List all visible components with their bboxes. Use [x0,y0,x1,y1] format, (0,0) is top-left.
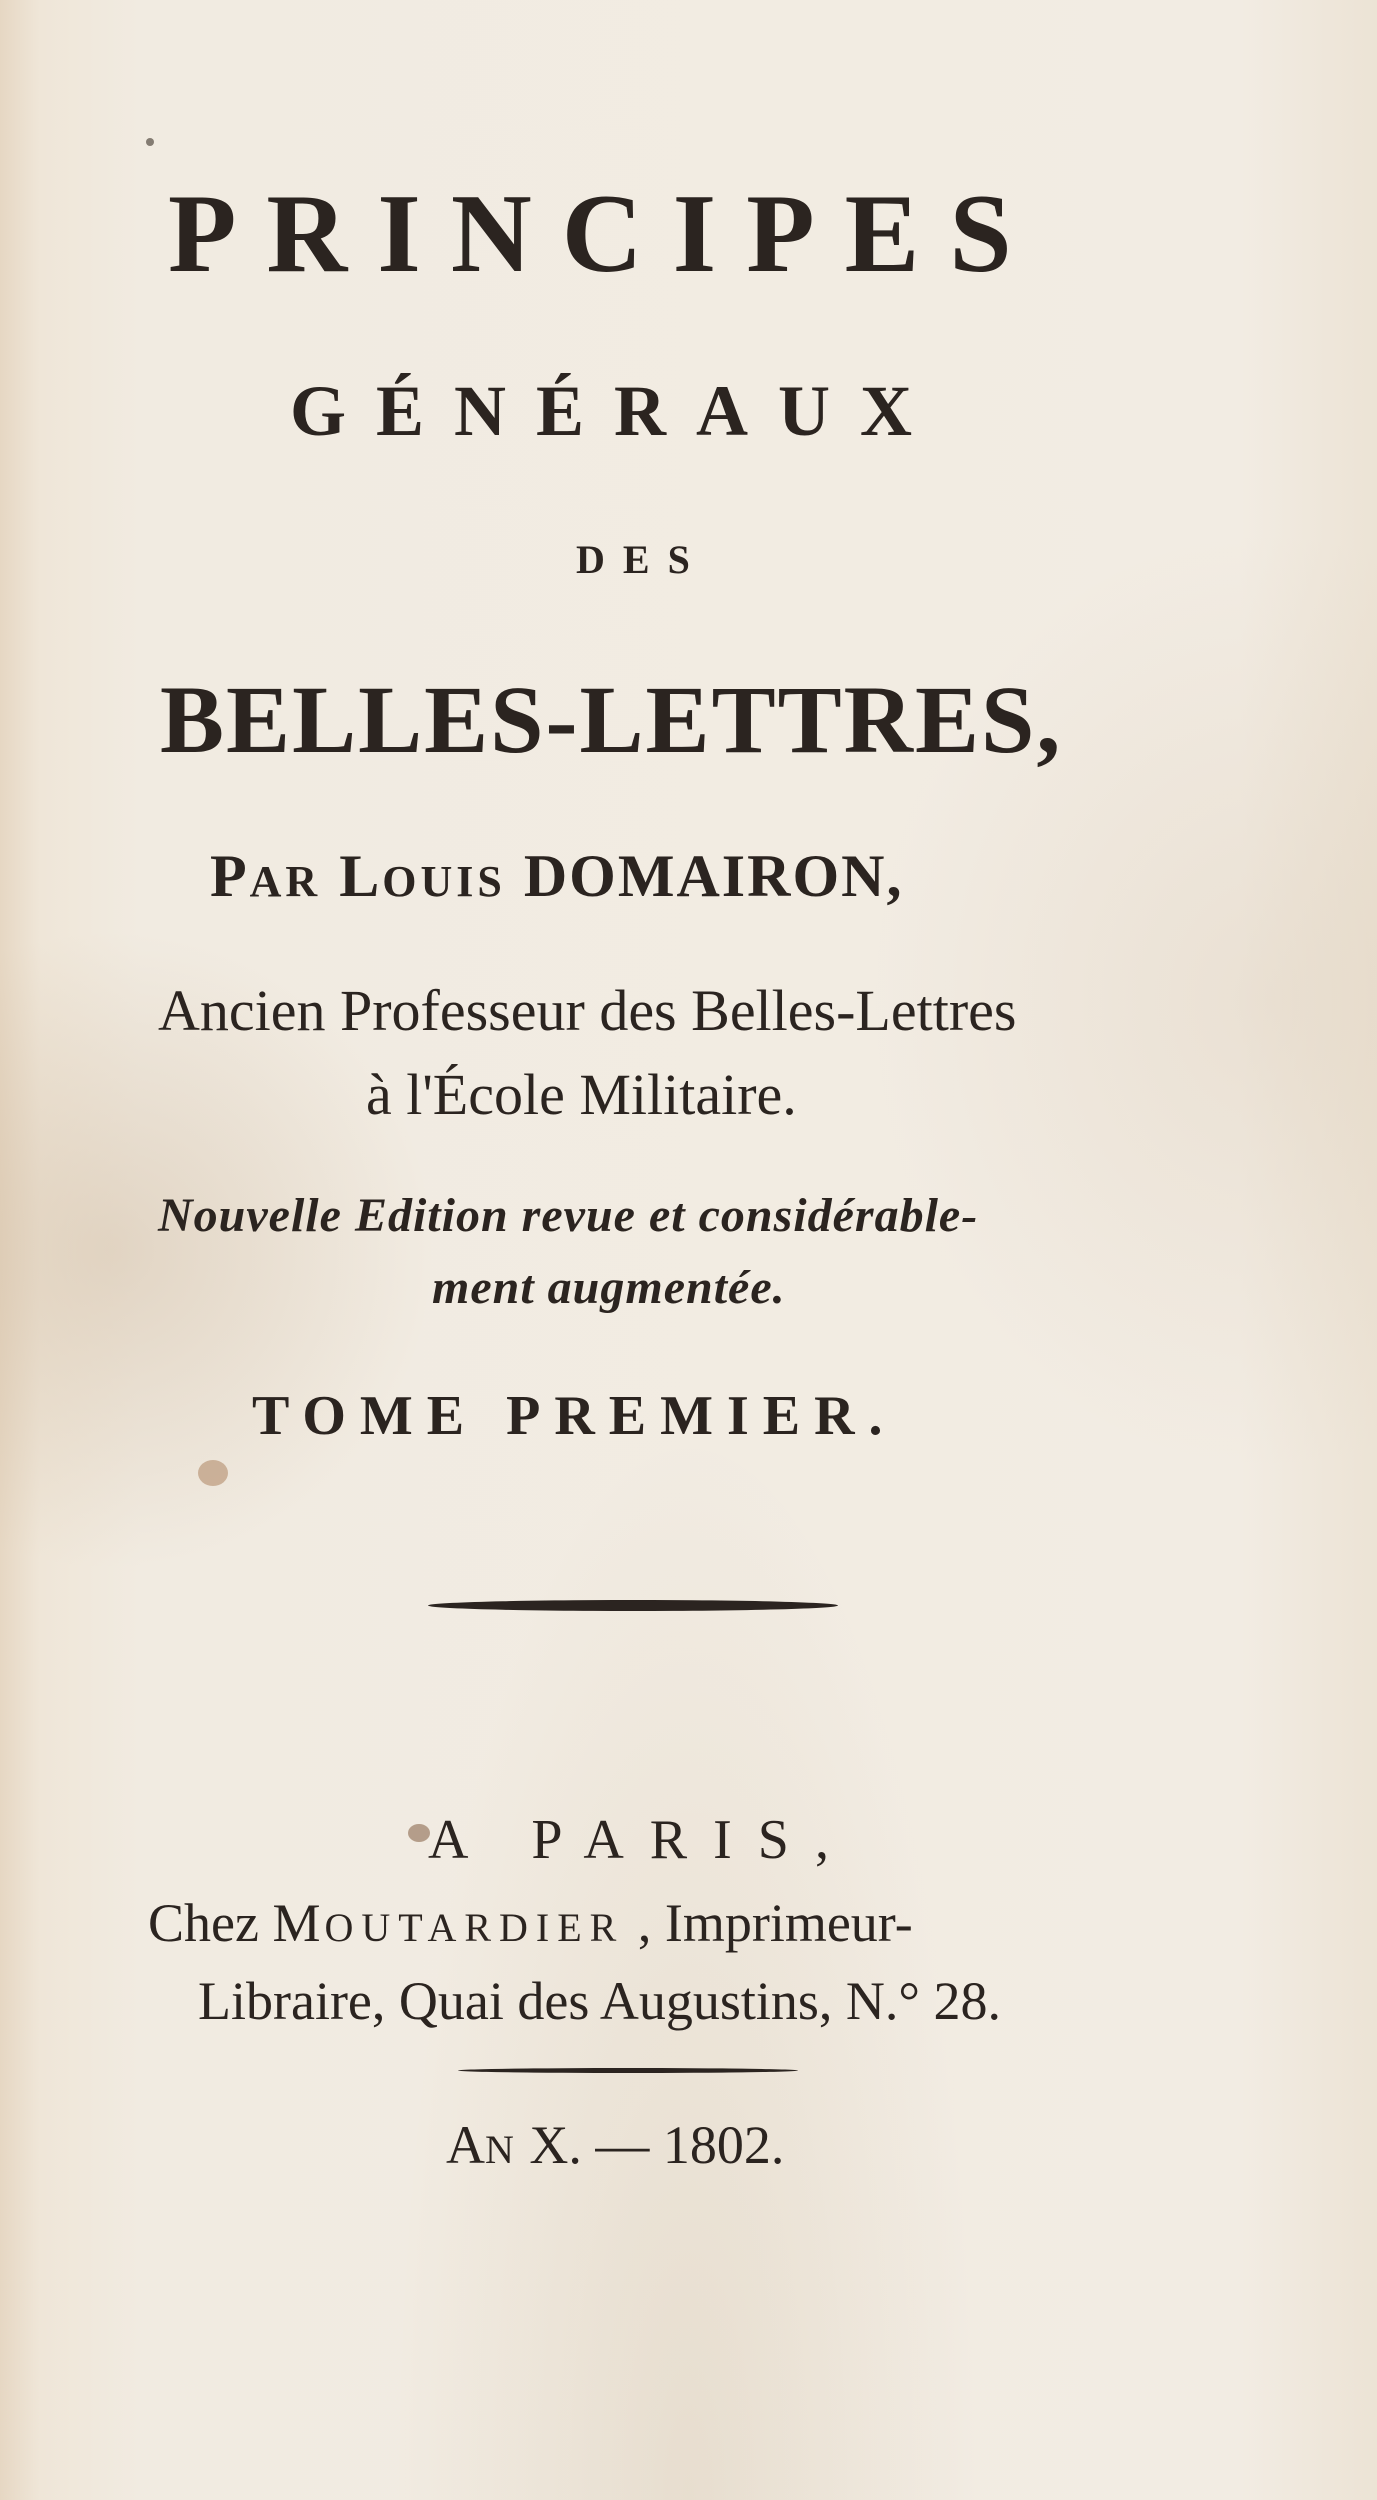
title-principes: PRINCIPES [168,172,1042,296]
imprint-publisher-line-2: Libraire, Quai des Augustins, N.° 28. [198,1971,1001,2031]
foxing-spot [408,1824,430,1842]
date-year: X. — 1802. [529,2115,785,2175]
date-an-rest: N [485,2127,516,2172]
imprint-printer-rest: OUTARDIER [324,1905,625,1950]
title-des: DES [576,537,708,582]
ornamental-rule [428,1600,838,1611]
date-an-initial: A [446,2115,485,2175]
author-par-rest: AR [249,857,322,906]
author-par-initial: P [210,843,250,909]
edition-note-line-2: ment augmentée. [432,1261,786,1314]
foxing-spot [198,1460,228,1486]
volume-label: TOME PREMIER. [252,1385,897,1447]
edition-note-line-1: Nouvelle Edition revue et considérable- [158,1189,979,1242]
separator-rule [458,2068,798,2073]
author-louis-rest: OUIS [382,857,506,906]
title-belles-lettres: BELLES-LETTRES, [160,666,1063,773]
author-role-line-2: à l'École Militaire. [366,1062,797,1127]
author-louis-initial: L [339,843,383,909]
imprint-printer-suffix: , Imprimeur- [637,1893,913,1953]
imprint-chez: Chez [148,1893,259,1953]
imprint-place: A PARIS, [428,1809,855,1871]
imprint-printer-initial: M [272,1893,325,1953]
imprint-publisher-line-1 [148,1893,1228,1953]
imprint-date [446,2115,946,2175]
foxing-spot [146,138,154,146]
author-role-line-1: Ancien Professeur des Belles-Lettres [158,978,1017,1043]
title-generaux: GÉNÉRAUX [290,371,943,451]
author-surname: DOMAIRON, [523,843,904,909]
author-line [210,843,1210,909]
